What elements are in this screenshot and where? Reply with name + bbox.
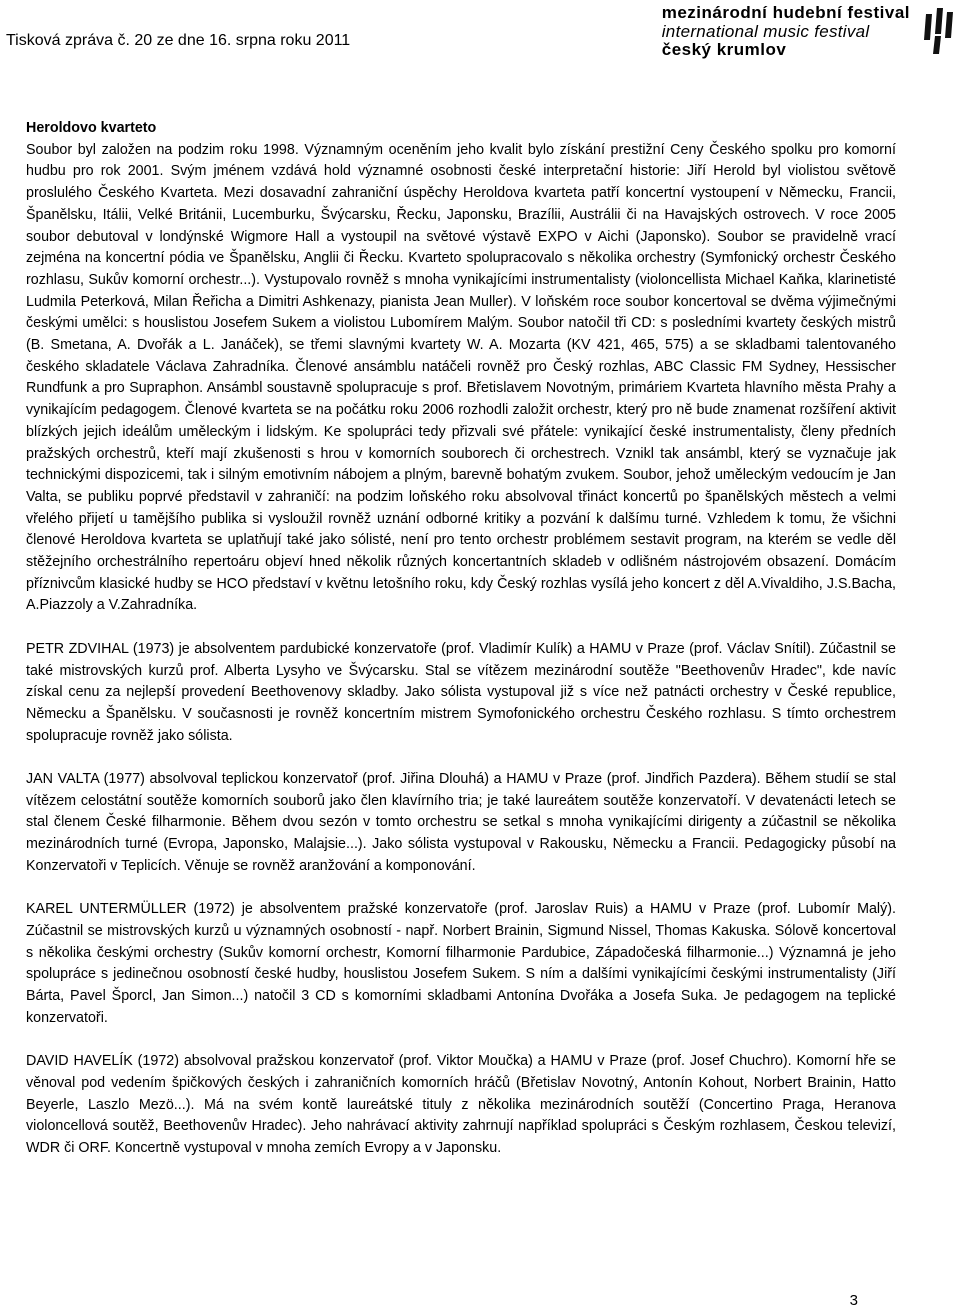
logo-line-english: international music festival <box>661 22 870 41</box>
paragraph-karel-untermuller: KAREL UNTERMÜLLER (1972) je absolventem pražské konzervatoře (prof. Jaroslav Ruis) a HAMU v Praze (prof. Lubomír Malý). Zúčastnil se mistrovských kurzů u významných osobností - např. Norbert Brainin, Sigmund Nissel, Thomas Kakuska. Sólově koncertoval s několika českými orchestry (Sukův komorní orchestr, Komorní filharmonie Pardubice, Západočeská filharmonie...) Významná je jeho spolupráce s jedinečnou osobností české hudby, houslistou Josefem Sukem. S ním a dalšími vynikajícími českými instrumentalisty (Jiří Bárta, Pavel Šporcl, Jan Simon...) natočil 3 CD s komorními skladbami Antonína Dvořáka a Josefa Suka. Je pedagogem na teplické konzervatoři. <box>26 901 896 1026</box>
logo-line-czech: mezinárodní hudební festival <box>661 3 910 22</box>
paragraph-jan-valta: JAN VALTA (1977) absolvoval teplickou konzervatoř (prof. Jiřina Dlouhá) a HAMU v Praze (prof. Jindřich Pazdera). Během studií se stal vítězem celostátní soutěže komorních souborů jako člen klavírního tria; je také laureátem soutěže konzervatoří. V devatenácti letech se stal členem České filharmonie. Během dvou sezón v tomto orchestru se setkal s mnoha vynikajícími dirigenty a zúčastnil se několika mezinárodních turné (Evropa, Japonsko, Malajsie...). Jako sólista vystupoval v Rakousku, Německu a Francii. Pedagogicky působí na Konzervatoři v Teplicích. Věnuje se rovněž aranžování a komponování. <box>26 771 896 874</box>
section-heading: Heroldovo kvarteto <box>26 120 157 136</box>
paragraph-david-havelik: DAVID HAVELÍK (1972) absolvoval pražskou konzervatoř (prof. Viktor Moučka) a HAMU v Praze (prof. Josef Chuchro). Komorní hře se věnoval pod vedením špičkových českých i zahraničních komorních hráčů (Břetislav Novotný, Antonín Kohout, Norbert Brainin, Hatto Beyerle, Laszlo Mezö...). Má na svém kontě laureátské tituly z několika mezinárodních soutěží (Concertino Praga, Heranova violoncellová soutěž, Beethovenův Hradec). Jeho nahrávací aktivity zahrnují například spolupráci s Českým rozhlasem, Českou televizí, WDR či ORF. Koncertně vystupoval v mnoha zemích Evropy a v Japonsku. <box>26 1053 896 1156</box>
logo-line-city: český krumlov <box>661 40 787 59</box>
paragraph-petr-zdvihal: PETR ZDVIHAL (1973) je absolventem pardubické konzervatoře (prof. Vladimír Kulík) a HAMU v Praze (prof. Václav Snítil). Zúčastnil se také mistrovských kurzů prof. Alberta Lysyho ve Švýcarsku. Stal se vítězem mezinárodní soutěže "Beethovenův Hradec", kde navíc získal cenu za nejlepší provedení Beethovenovy skladby. Jako sólista vystupoval již s více než patnácti orchestry v České republice, Německu a Španělsku. V současnosti je rovněž koncertním mistrem Symofonického orchestru Českého rozhlasu. S tímto orchestrem spolupracuje rovněž jako sólista. <box>26 640 896 744</box>
paragraph-quartet: Soubor byl založen na podzim roku 1998. Významným oceněním jeho kvalit bylo získání prestižní Ceny Českého spolku pro komorní hudbu pro rok 2001. Svým jménem vzdává hold významné osobnosti české interpretační historie: Jiří Herold byl violistou světově proslulého Českého Kvarteta. Mezi dosavadní zahraniční úspěchy Heroldova kvarteta patří koncertní vystoupení v Německu, Francii, Španělsku, Itálii, Velké Británii, Lucemburku, Švýcarsku, Řecku, Japonsku, Brazílii, Austrálii či na Havajských ostrovech. V roce 2005 soubor debutoval v londýnské Wigmore Hall a vystoupil na světové výstavě EXPO v Aichi (Japonsko). Soubor se pravidelně vrací zejména na koncertní pódia ve Španělsku, Anglii či Řecku. Kvarteto spolupracovalo s několika orchestry (Symfonický orchestr Českého rozhlasu, Sukův komorní orchestr...). Vystupovalo rovněž s mnoha vynikajícími instrumentalisty (violoncellista Michael Kaňka, klarinetisté Ludmila Peterková, Milan Řeřicha a Dimitri Ashkenazy, pianista Jean Muller). V loňském roce soubor koncertoval se dvěma výjimečnými českými umělci: s houslistou Josefem Sukem a violistou Lubomírem Malým. Soubor natočil tři CD: s posledními kvartety českých mistrů (B. Smetana, A. Dvořák a L. Janáček), se třemi slavnými kvartety W. A. Mozarta (KV 421, 465, 575) a se skladbami talentovaného českého skladatele Václava Zahradníka. Členové ansámblu natáčeli rovněž pro Český rozhlas, ABC Classic FM Sydney, Hessischer Rundfunk a pro Supraphon. Ansámbl soustavně spolupracuje s prof. Břetislavem Novotným, primáriem Kvarteta hlavního města Prahy a vynikajícím pedagogem. Členové kvarteta se na počátku roku 2006 rozhodli založit orchestr, který pro ně bude znamenat rozšíření aktivit blízkých jejich ideálům uměleckým i lidským. Ke spolupráci tedy přizvali své přátele: vynikající české instrumentalisty, členy předních pražských orchestrů, kteří mají zkušenosti s hrou v komorních souborech či orchestrech. Vznikl tak ansámbl, který se vyznačuje jak technickými dispozicemi, tak i silným emotivním nábojem a plným, barevně bohatým zvukem. Soubor, jehož uměleckým vedoucím je Jan Valta, se publiku poprvé představil v zahraničí: na podzim loňského roku absolvoval třináct koncertů po španělských městech a velmi vřelého přijetí u tamějšího publika si vysloužil rovněž uznání odborné kritiky a pozvání k dalšímu turné. Vzhledem k tomu, že všichni členové Heroldova kvarteta se uplatňují také jako sólisté, není pro tento orchestr problémem sestavit program, na kterém se vedle děl stěžejního orchestrálního repertoáru objeví hned několik různých koncertantních skladeb v odlišném nástrojovém obsazení. Domácím příznivcům klasické hudby se HCO představí v květnu letošního roku, kdy Český rozhlas vysílá jeho koncert z děl A.Vivaldiho, J.S.Bacha, A.Piazzoly a V.Zahradníka. <box>26 141 896 614</box>
festival-logo-mark-icon <box>922 4 954 58</box>
press-release-title: Tisková zpráva č. 20 ze dne 16. srpna roku 2011 <box>6 32 351 49</box>
article-body <box>26 118 896 1181</box>
page-number: 3 <box>849 1292 858 1309</box>
festival-logo <box>662 4 954 59</box>
